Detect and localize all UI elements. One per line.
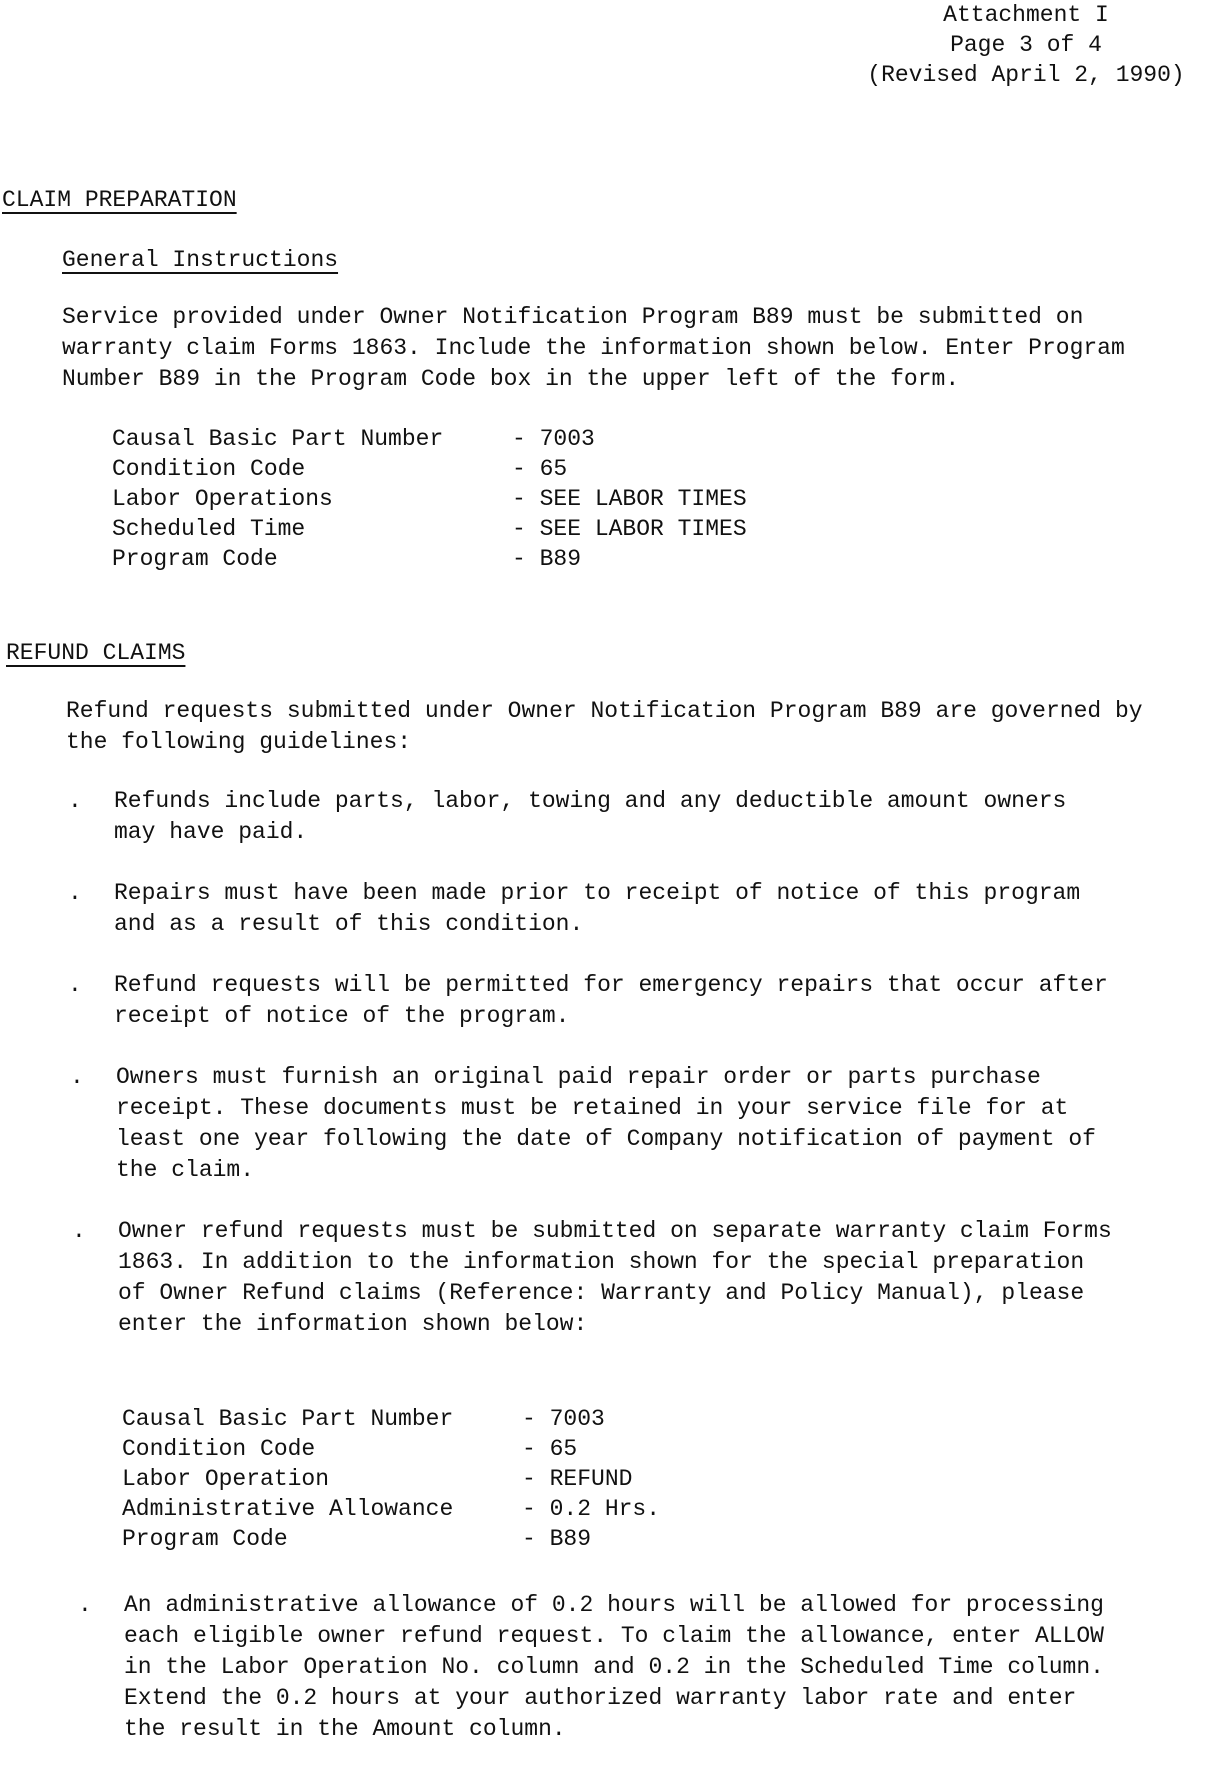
field-label: Administrative Allowance: [122, 1496, 454, 1522]
field-label: Scheduled Time: [112, 516, 306, 542]
field-row: [122, 1434, 660, 1464]
field-label: Labor Operation: [122, 1466, 330, 1492]
bullet-marker: .: [68, 788, 82, 814]
refund-intro-paragraph: Refund requests submitted under Owner Notification Program B89 are governed by the following guidelines:: [66, 698, 1143, 755]
list-item: [68, 970, 1114, 1032]
field-value: - 7003: [512, 426, 595, 452]
field-row: [112, 424, 747, 454]
field-row: [112, 514, 747, 544]
list-item: [68, 786, 1114, 848]
field-label: Labor Operations: [112, 486, 333, 512]
list-item: [78, 1590, 1124, 1745]
bullet-text: Refunds include parts, labor, towing and any deductible amount owners may have paid.: [114, 788, 1067, 845]
field-row: [112, 484, 747, 514]
bullet-text: Owner refund requests must be submitted on separate warranty claim Forms 1863. In addition to the information shown for the special preparation of Owner Refund claims (Reference: Warranty and Policy Manual), please enter the information shown below:: [118, 1218, 1112, 1337]
claim-fields-list: [112, 424, 747, 574]
refund-fields-list: [122, 1404, 660, 1554]
field-value: - B89: [522, 1526, 592, 1552]
field-row: [122, 1494, 660, 1524]
field-value: - 65: [522, 1436, 578, 1462]
list-item: [70, 1062, 1116, 1186]
field-value: - SEE LABOR TIMES: [512, 486, 747, 512]
subheading-general-instructions: General Instructions: [62, 247, 339, 273]
field-value: - REFUND: [522, 1466, 633, 1492]
field-value: - 7003: [522, 1406, 605, 1432]
field-label: Program Code: [122, 1526, 288, 1552]
section-heading-refund-claims: REFUND CLAIMS: [6, 640, 186, 666]
attachment-label: Attachment I: [943, 2, 1109, 28]
section-heading-claim-preparation: CLAIM PREPARATION: [2, 187, 237, 213]
page-number: Page 3 of 4: [950, 32, 1102, 58]
field-label: Causal Basic Part Number: [112, 426, 444, 452]
field-row: [122, 1524, 660, 1554]
bullet-text: An administrative allowance of 0.2 hours will be allowed for processing each eligible owner refund request. To claim the allowance, enter ALLOW in the Labor Operation No. column and 0.2 in the Scheduled Time column. Extend the 0.2 hours at your authorized warranty labor rate and enter the result in the Amount column.: [124, 1592, 1104, 1742]
field-row: [112, 544, 747, 574]
field-row: [122, 1464, 660, 1494]
bullet-text: Repairs must have been made prior to receipt of notice of this program and as a result of this condition.: [114, 880, 1081, 937]
revision-date: (Revised April 2, 1990): [867, 62, 1185, 88]
field-value: - B89: [512, 546, 582, 572]
field-row: [112, 454, 747, 484]
field-label: Causal Basic Part Number: [122, 1406, 454, 1432]
bullet-marker: .: [68, 972, 82, 998]
bullet-text: Refund requests will be permitted for emergency repairs that occur after receipt of notice of the program.: [114, 972, 1108, 1029]
bullet-marker: .: [78, 1592, 92, 1618]
field-value: - 0.2 Hrs.: [522, 1496, 661, 1522]
bullet-marker: .: [68, 880, 82, 906]
bullet-marker: .: [70, 1064, 84, 1090]
field-row: [122, 1404, 660, 1434]
list-item: [72, 1216, 1118, 1340]
general-instructions-paragraph: Service provided under Owner Notification Program B89 must be submitted on warranty claim Forms 1863. Include the information shown below. Enter Program Number B89 in the Program Code box in the upper left of the form.: [62, 304, 1125, 392]
field-label: Condition Code: [112, 456, 306, 482]
bullet-marker: .: [72, 1218, 86, 1244]
page-header: [846, 0, 1206, 90]
list-item: [68, 878, 1114, 940]
field-label: Condition Code: [122, 1436, 316, 1462]
field-value: - 65: [512, 456, 568, 482]
bullet-text: Owners must furnish an original paid repair order or parts purchase receipt. These documents must be retained in your service file for at least one year following the date of Company notification of payment of the claim.: [116, 1064, 1096, 1183]
field-value: - SEE LABOR TIMES: [512, 516, 747, 542]
field-label: Program Code: [112, 546, 278, 572]
